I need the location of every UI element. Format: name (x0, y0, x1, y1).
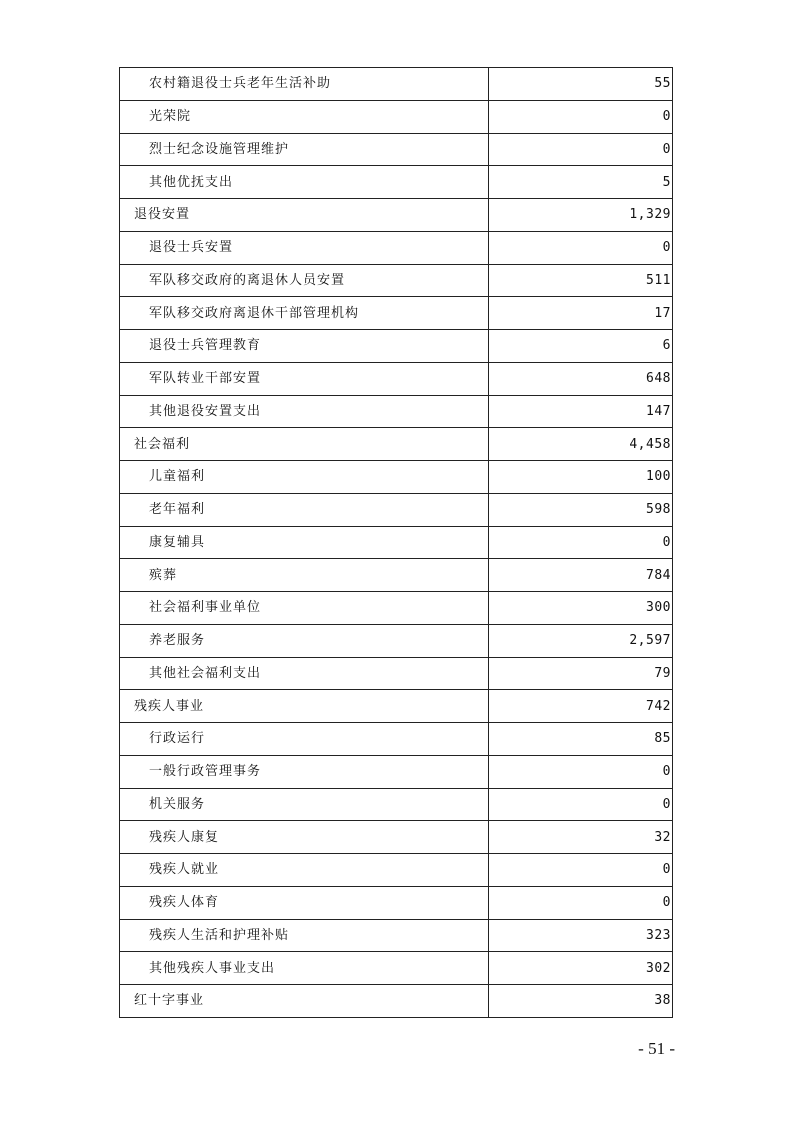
item-name-cell: 农村籍退役士兵老年生活补助 (120, 68, 489, 101)
table-row (120, 133, 673, 166)
table-row (120, 755, 673, 788)
table-row (120, 166, 673, 199)
table-row (120, 428, 673, 461)
table-row (120, 231, 673, 264)
item-name-cell: 其他社会福利支出 (120, 657, 489, 690)
amount-cell: 79 (489, 657, 673, 690)
table-row (120, 362, 673, 395)
item-name-cell: 残疾人康复 (120, 821, 489, 854)
table-body (120, 68, 673, 1018)
item-name-cell: 残疾人体育 (120, 886, 489, 919)
table-row (120, 297, 673, 330)
amount-cell: 32 (489, 821, 673, 854)
item-name-cell: 军队转业干部安置 (120, 362, 489, 395)
amount-cell: 0 (489, 755, 673, 788)
item-name-cell: 军队移交政府的离退休人员安置 (120, 264, 489, 297)
amount-cell: 300 (489, 592, 673, 625)
amount-cell: 302 (489, 952, 673, 985)
amount-cell: 0 (489, 133, 673, 166)
item-name-cell: 光荣院 (120, 100, 489, 133)
table-row (120, 526, 673, 559)
amount-cell: 323 (489, 919, 673, 952)
amount-cell: 0 (489, 526, 673, 559)
item-name-cell: 军队移交政府离退休干部管理机构 (120, 297, 489, 330)
table-row (120, 624, 673, 657)
amount-cell: 1,329 (489, 199, 673, 232)
item-name-cell: 其他优抚支出 (120, 166, 489, 199)
item-name-cell: 康复辅具 (120, 526, 489, 559)
item-name-cell: 老年福利 (120, 493, 489, 526)
amount-cell: 0 (489, 886, 673, 919)
table-row (120, 461, 673, 494)
amount-cell: 648 (489, 362, 673, 395)
item-name-cell: 机关服务 (120, 788, 489, 821)
category-name-cell: 残疾人事业 (120, 690, 489, 723)
category-name-cell: 红十字事业 (120, 985, 489, 1018)
table-row (120, 919, 673, 952)
amount-cell: 2,597 (489, 624, 673, 657)
table-row (120, 854, 673, 887)
table-row (120, 690, 673, 723)
item-name-cell: 其他残疾人事业支出 (120, 952, 489, 985)
page-number: - 51 - (638, 1039, 675, 1058)
table-row (120, 264, 673, 297)
table-row (120, 985, 673, 1018)
table-row (120, 330, 673, 363)
table-row (120, 952, 673, 985)
amount-cell: 85 (489, 723, 673, 756)
item-name-cell: 殡葬 (120, 559, 489, 592)
amount-cell: 17 (489, 297, 673, 330)
amount-cell: 6 (489, 330, 673, 363)
table-row (120, 199, 673, 232)
table-row (120, 493, 673, 526)
category-name-cell: 退役安置 (120, 199, 489, 232)
amount-cell: 5 (489, 166, 673, 199)
item-name-cell: 社会福利事业单位 (120, 592, 489, 625)
amount-cell: 55 (489, 68, 673, 101)
amount-cell: 4,458 (489, 428, 673, 461)
item-name-cell: 退役士兵安置 (120, 231, 489, 264)
amount-cell: 511 (489, 264, 673, 297)
item-name-cell: 儿童福利 (120, 461, 489, 494)
item-name-cell: 行政运行 (120, 723, 489, 756)
amount-cell: 0 (489, 231, 673, 264)
table-row (120, 592, 673, 625)
table-row (120, 886, 673, 919)
category-name-cell: 社会福利 (120, 428, 489, 461)
amount-cell: 0 (489, 854, 673, 887)
amount-cell: 742 (489, 690, 673, 723)
amount-cell: 100 (489, 461, 673, 494)
item-name-cell: 残疾人生活和护理补贴 (120, 919, 489, 952)
amount-cell: 147 (489, 395, 673, 428)
amount-cell: 784 (489, 559, 673, 592)
table-row (120, 657, 673, 690)
amount-cell: 0 (489, 788, 673, 821)
item-name-cell: 残疾人就业 (120, 854, 489, 887)
amount-cell: 38 (489, 985, 673, 1018)
item-name-cell: 养老服务 (120, 624, 489, 657)
table-row (120, 723, 673, 756)
table-row (120, 100, 673, 133)
budget-table (119, 67, 673, 1018)
table-row (120, 821, 673, 854)
table-row (120, 395, 673, 428)
table-row (120, 788, 673, 821)
item-name-cell: 一般行政管理事务 (120, 755, 489, 788)
item-name-cell: 退役士兵管理教育 (120, 330, 489, 363)
table-row (120, 68, 673, 101)
item-name-cell: 烈士纪念设施管理维护 (120, 133, 489, 166)
amount-cell: 0 (489, 100, 673, 133)
item-name-cell: 其他退役安置支出 (120, 395, 489, 428)
table-row (120, 559, 673, 592)
amount-cell: 598 (489, 493, 673, 526)
